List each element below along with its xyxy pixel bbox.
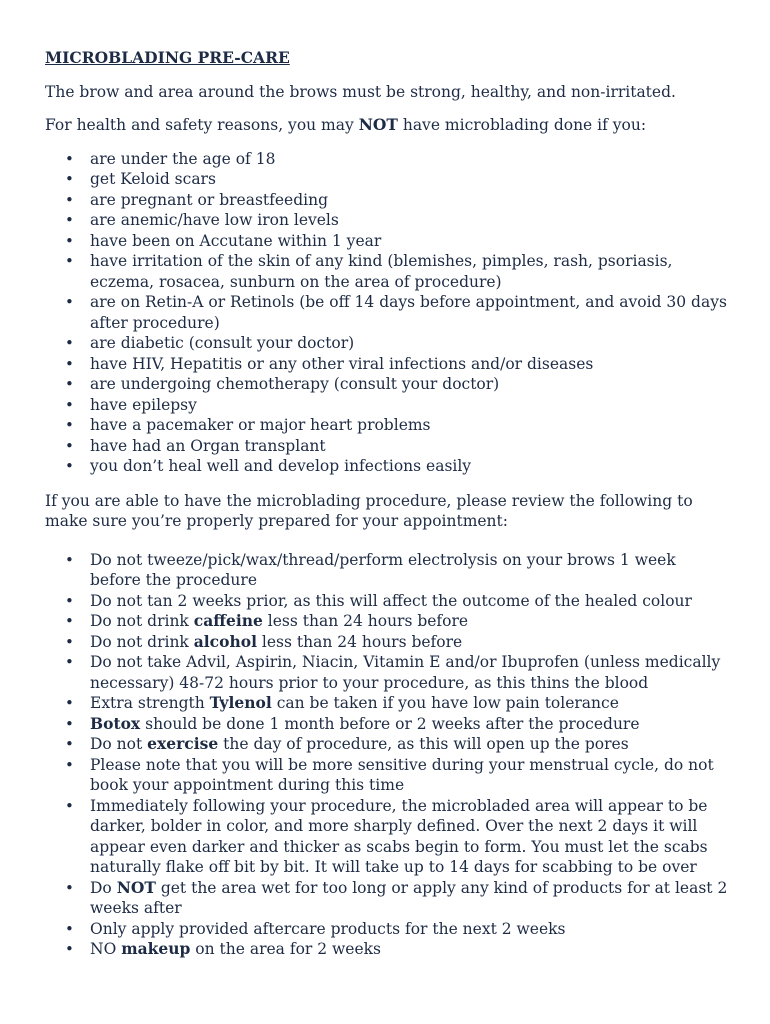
list-item-emphasis: alcohol xyxy=(193,631,257,651)
list-item-text-end: the day of procedure, as this will open up the pores xyxy=(218,735,629,753)
restriction-intro-text: For health and safety reasons, you may xyxy=(45,116,359,134)
contraindications-list xyxy=(45,149,730,477)
list-item-emphasis: Tylenol xyxy=(209,693,272,712)
list-item xyxy=(45,652,730,693)
bullet-icon: • xyxy=(65,457,74,475)
list-item xyxy=(45,333,730,354)
list-item-text: Extra strength xyxy=(90,694,210,712)
list-item xyxy=(45,354,730,375)
bullet-icon: • xyxy=(65,653,74,671)
list-item xyxy=(45,231,730,252)
list-item-text: get Keloid scars xyxy=(90,170,216,188)
list-item xyxy=(45,591,730,612)
list-item xyxy=(45,755,730,796)
restriction-intro-text-end: have microblading done if you: xyxy=(397,116,647,134)
list-item-text: Do xyxy=(90,878,117,897)
list-item-text-end: should be done 1 month before or 2 weeks after the procedure xyxy=(140,714,640,733)
list-item-text: NO xyxy=(90,940,122,958)
list-item-text: are pregnant or breastfeeding xyxy=(90,190,329,209)
bullet-icon: • xyxy=(65,211,74,229)
list-item-text: are on Retin-A or Retinols (be off 14 days before appointment, and avoid 30 days after procedure) xyxy=(90,293,727,332)
list-item xyxy=(45,550,730,591)
list-item xyxy=(45,919,730,940)
restriction-intro-emphasis: NOT xyxy=(358,115,398,134)
bullet-icon: • xyxy=(65,252,74,270)
list-item xyxy=(45,611,730,632)
list-item xyxy=(45,939,730,960)
list-item-text-end: can be taken if you have low pain tolerance xyxy=(271,694,619,712)
bullet-icon: • xyxy=(65,416,74,434)
preparation-list xyxy=(45,550,730,960)
list-item xyxy=(45,169,730,190)
list-item-text: Do not xyxy=(90,735,148,753)
bullet-icon: • xyxy=(65,149,74,168)
bullet-icon: • xyxy=(65,612,74,630)
list-item xyxy=(45,878,730,919)
list-item-text: have had an Organ transplant xyxy=(90,436,326,455)
bullet-icon: • xyxy=(65,796,74,815)
intro-paragraph: The brow and area around the brows must be strong, healthy, and non-irritated. xyxy=(45,82,676,101)
bullet-icon: • xyxy=(65,293,74,311)
bullet-icon: • xyxy=(65,694,74,712)
list-item-text: have HIV, Hepatitis or any other viral infections and/or diseases xyxy=(90,354,594,373)
list-item xyxy=(45,149,730,170)
list-item-text-end: on the area for 2 weeks xyxy=(190,940,381,958)
list-item-text: have a pacemaker or major heart problems xyxy=(90,416,431,434)
bullet-icon: • xyxy=(65,591,74,610)
list-item-emphasis: caffeine xyxy=(193,611,263,630)
list-item xyxy=(45,190,730,211)
list-item-text: Do not tan 2 weeks prior, as this will affect the outcome of the healed colour xyxy=(90,591,692,610)
list-item xyxy=(45,210,730,231)
bullet-icon: • xyxy=(65,334,74,352)
list-item-text: Only apply provided aftercare products for the next 2 weeks xyxy=(90,919,566,938)
list-item-emphasis: Botox xyxy=(90,713,141,733)
preparation-intro: If you are able to have the microblading procedure, please review the following to make sure you’re properly prepared for your appointment: xyxy=(45,491,693,530)
bullet-icon: • xyxy=(65,231,74,250)
list-item xyxy=(45,374,730,395)
bullet-icon: • xyxy=(65,714,74,733)
list-item-text: are anemic/have low iron levels xyxy=(90,211,339,229)
bullet-icon: • xyxy=(65,735,74,753)
list-item-text: have epilepsy xyxy=(90,395,197,414)
list-item xyxy=(45,395,730,416)
list-item-text: Immediately following your procedure, the microbladed area will appear to be darker, bolder in color, and more sharply defined. Over the next 2 days it will appear even darker and thicker as scabs begin to form. You must let the scabs naturally flake off bit by bit. It will take up to 14 days for scabbing to be over xyxy=(90,796,708,876)
list-item xyxy=(45,251,730,292)
page-title: MICROBLADING PRE-CARE xyxy=(45,48,290,67)
bullet-icon: • xyxy=(65,395,74,414)
bullet-icon: • xyxy=(65,755,74,774)
list-item xyxy=(45,436,730,457)
list-item-text: Do not drink xyxy=(90,632,194,651)
list-item-text: are undergoing chemotherapy (consult your doctor) xyxy=(90,375,500,393)
list-item xyxy=(45,292,730,333)
list-item-text: are diabetic (consult your doctor) xyxy=(90,334,355,352)
list-item xyxy=(45,456,730,477)
list-item-text: Do not tweeze/pick/wax/thread/perform electrolysis on your brows 1 week before the procedure xyxy=(90,550,676,589)
list-item-text: Do not take Advil, Aspirin, Niacin, Vitamin E and/or Ibuprofen (unless medically necessary) 48-72 hours prior to your procedure, as this thins the blood xyxy=(90,653,721,692)
bullet-icon: • xyxy=(65,632,74,651)
bullet-icon: • xyxy=(65,354,74,373)
list-item xyxy=(45,415,730,436)
list-item-text: you don’t heal well and develop infections easily xyxy=(90,457,472,475)
list-item xyxy=(45,714,730,735)
list-item-text: are under the age of 18 xyxy=(90,149,276,168)
list-item-text-end: less than 24 hours before xyxy=(256,632,463,651)
bullet-icon: • xyxy=(65,919,74,938)
bullet-icon: • xyxy=(65,550,74,569)
bullet-icon: • xyxy=(65,436,74,455)
bullet-icon: • xyxy=(65,878,74,897)
list-item xyxy=(45,734,730,755)
list-item-emphasis: exercise xyxy=(147,734,219,753)
list-item-text-end: less than 24 hours before xyxy=(262,612,469,630)
list-item-text-end: get the area wet for too long or apply any kind of products for at least 2 weeks after xyxy=(90,878,728,917)
list-item xyxy=(45,632,730,653)
list-item xyxy=(45,693,730,714)
list-item-text: Please note that you will be more sensitive during your menstrual cycle, do not book your appointment during this time xyxy=(90,755,714,794)
list-item-text: have irritation of the skin of any kind (blemishes, pimples, rash, psoriasis, eczema, rosacea, sunburn on the area of procedure) xyxy=(90,252,673,291)
list-item-emphasis: makeup xyxy=(121,939,191,958)
bullet-icon: • xyxy=(65,170,74,188)
list-item xyxy=(45,796,730,878)
list-item-text: Do not drink xyxy=(90,612,194,630)
list-item-text: have been on Accutane within 1 year xyxy=(90,231,382,250)
bullet-icon: • xyxy=(65,375,74,393)
bullet-icon: • xyxy=(65,190,74,209)
list-item-emphasis: NOT xyxy=(116,877,156,897)
bullet-icon: • xyxy=(65,940,74,958)
restriction-intro xyxy=(45,115,730,136)
